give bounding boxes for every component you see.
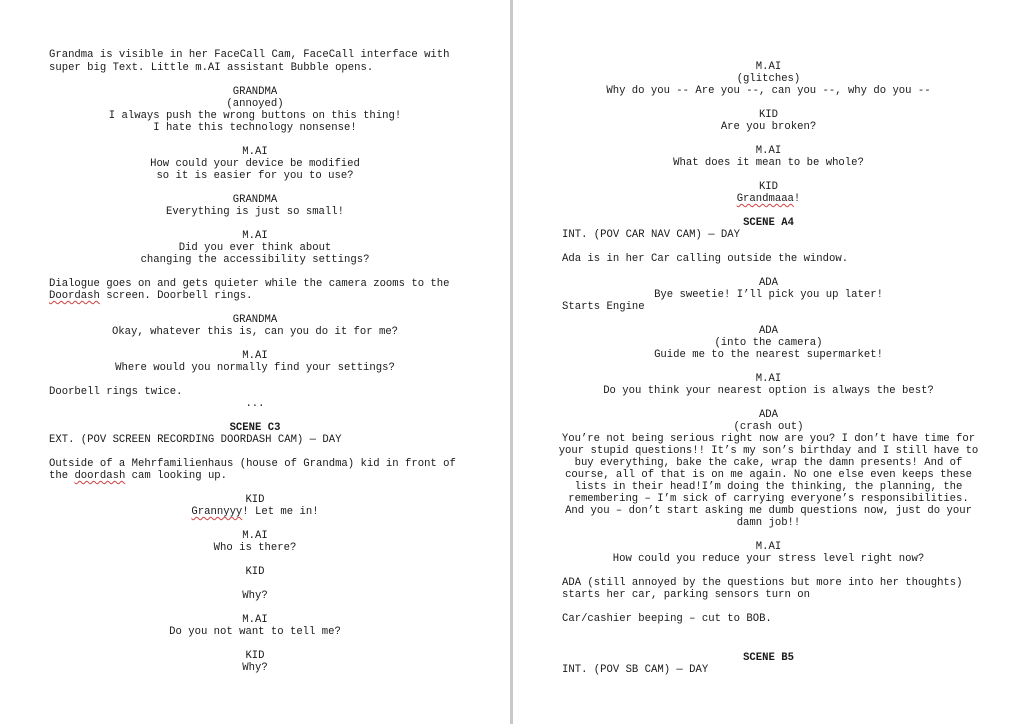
- parenthetical: (annoyed): [226, 98, 284, 110]
- dialogue-line: I always push the wrong buttons on this thing!: [108, 110, 402, 122]
- dialogue-line: Do you not want to tell me?: [169, 626, 341, 638]
- scene-heading: SCENE C3: [229, 422, 281, 434]
- character-name: M.AI: [755, 541, 782, 553]
- dialogue-line: How could your device be modified: [150, 158, 360, 170]
- action-text: Car/cashier beeping – cut to BOB.: [562, 613, 772, 625]
- parenthetical: (into the camera): [714, 337, 823, 349]
- character-name: M.AI: [755, 61, 782, 73]
- action-text: Dialogue goes on and gets quieter while the camera zooms to the: [49, 278, 450, 290]
- dialogue-line: Are you broken?: [720, 121, 817, 133]
- character-name: ADA: [758, 325, 779, 337]
- dialogue-line: How could you reduce your stress level right now?: [612, 553, 925, 565]
- dialogue-line: Do you think your nearest option is always the best?: [603, 385, 934, 397]
- action-text: Outside of a Mehrfamilienhaus (house of Grandma) kid in front of: [49, 458, 456, 470]
- character-name: KID: [758, 109, 779, 121]
- slugline: INT. (POV SB CAM) — DAY: [562, 664, 709, 676]
- dialogue-line: remembering – I’m sick of carrying everyone’s responsibilities.: [568, 493, 969, 505]
- action-text: Doorbell rings twice.: [49, 386, 183, 398]
- dialogue-line: You’re not being serious right now are you? I don’t have time for: [561, 433, 976, 445]
- dialogue-line: Did you ever think about: [178, 242, 332, 254]
- parenthetical: (crash out): [733, 421, 804, 433]
- character-name: M.AI: [242, 230, 268, 242]
- dialogue-line: Why?: [242, 662, 268, 674]
- dialogue-line: Why do you -- Are you --, can you --, why do you --: [606, 85, 931, 97]
- character-name: ADA: [758, 409, 779, 421]
- action-text: ADA (still annoyed by the questions but more into her thoughts): [562, 577, 963, 589]
- spellcheck-word: doordash: [74, 470, 126, 482]
- dialogue-line: Where would you normally find your settings?: [115, 362, 395, 374]
- action-text-post: cam looking up.: [125, 470, 228, 482]
- character-name: KID: [245, 494, 265, 506]
- character-name: GRANDMA: [232, 86, 278, 98]
- ellipsis: ...: [245, 398, 265, 410]
- action-text: Ada is in her Car calling outside the window.: [562, 253, 849, 265]
- dialogue-rest: !: [793, 193, 801, 205]
- dialogue-line: I hate this technology nonsense!: [153, 122, 357, 134]
- dialogue-line: Bye sweetie! I’ll pick you up later!: [654, 289, 883, 301]
- character-name: M.AI: [242, 614, 268, 626]
- script-page-left: [0, 0, 510, 724]
- dialogue-line: [513, 193, 1024, 205]
- dialogue-line: What does it mean to be whole?: [673, 157, 864, 169]
- character-name: M.AI: [242, 530, 268, 542]
- character-name: GRANDMA: [232, 194, 278, 206]
- script-page-right: [513, 0, 1024, 724]
- spellcheck-word: Doordash: [49, 290, 100, 302]
- dialogue-line: [0, 506, 510, 518]
- slugline: INT. (POV CAR NAV CAM) — DAY: [562, 229, 741, 241]
- dialogue-line: course, all of that is on me again. No one else even keeps these: [565, 469, 972, 481]
- slugline: EXT. (POV SCREEN RECORDING DOORDASH CAM) — DAY: [49, 434, 342, 446]
- character-name: M.AI: [242, 350, 268, 362]
- parenthetical: (glitches): [736, 73, 801, 85]
- dialogue-line: Guide me to the nearest supermarket!: [654, 349, 883, 361]
- dialogue-line: damn job!!: [736, 517, 801, 529]
- dialogue-line: lists in their head!I’m doing the thinking, the planning, the: [574, 481, 963, 493]
- action-text-rest: screen. Doorbell rings.: [99, 290, 253, 302]
- spellcheck-word: Grandmaaa: [736, 193, 794, 205]
- action-text: Grandma is visible in her FaceCall Cam, FaceCall interface with: [49, 49, 450, 61]
- action-text: starts her car, parking sensors turn on: [562, 589, 810, 601]
- scene-heading: SCENE A4: [743, 217, 794, 229]
- character-name: KID: [758, 181, 779, 193]
- dialogue-line: Who is there?: [213, 542, 297, 554]
- character-name: M.AI: [755, 145, 782, 157]
- dialogue-line: changing the accessibility settings?: [140, 254, 370, 266]
- dialogue-line: your stupid questions!! It’s my son’s birthday and I still have to: [558, 445, 979, 457]
- action-text-pre: the: [49, 470, 75, 482]
- character-name: M.AI: [755, 373, 782, 385]
- dialogue-line: Okay, whatever this is, can you do it for me?: [111, 326, 399, 338]
- dialogue-line: buy everything, bake the cake, wrap the damn presents! And of: [574, 457, 963, 469]
- action-text: [49, 290, 252, 302]
- action-text: [49, 470, 227, 482]
- character-name: KID: [245, 566, 265, 578]
- character-name: GRANDMA: [232, 314, 278, 326]
- action-text: Starts Engine: [562, 301, 645, 313]
- dialogue-line: Why?: [242, 590, 268, 602]
- character-name: KID: [245, 650, 265, 662]
- spellcheck-word: Grannyyy: [191, 506, 243, 518]
- action-text: super big Text. Little m.AI assistant Bubble opens.: [49, 62, 374, 74]
- character-name: M.AI: [242, 146, 268, 158]
- dialogue-line: And you – don’t start asking me dumb questions now, just do your: [565, 505, 972, 517]
- character-name: ADA: [758, 277, 779, 289]
- scene-heading: SCENE B5: [743, 652, 794, 664]
- dialogue-line: so it is easier for you to use?: [156, 170, 354, 182]
- dialogue-rest: ! Let me in!: [242, 506, 319, 518]
- dialogue-line: Everything is just so small!: [165, 206, 344, 218]
